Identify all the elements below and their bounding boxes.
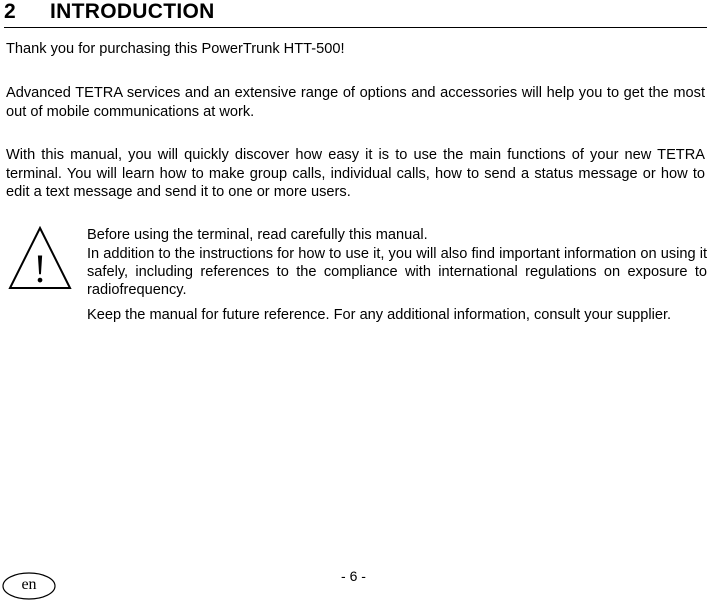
page-number: - 6 - <box>341 568 366 584</box>
language-code: en <box>21 576 37 593</box>
warning-line-3: Keep the manual for future reference. For any additional information, consult your supplier. <box>87 307 672 323</box>
warning-symbol: ! <box>33 246 47 290</box>
section-title: INTRODUCTION <box>50 0 215 23</box>
language-badge <box>2 572 56 600</box>
heading-rule <box>4 27 707 28</box>
intro-paragraph-1: Thank you for purchasing this PowerTrunk HTT-500! <box>6 41 345 57</box>
warning-line-1: Before using the terminal, read carefully this manual. <box>87 227 428 243</box>
section-heading <box>4 0 707 24</box>
section-number: 2 <box>4 0 16 23</box>
intro-paragraph-3: With this manual, you will quickly discover how easy it is to use the main functions of your new TETRA terminal. You will learn how to make group calls, individual calls, how to send a status message or how to edit a text message and send it to one or more users. <box>6 147 705 200</box>
intro-paragraph-2: Advanced TETRA services and an extensive range of options and accessories will help you to get the most out of mobile communications at work. <box>6 85 705 120</box>
warning-triangle-icon <box>8 226 72 290</box>
warning-line-2: In addition to the instructions for how to use it, you will also find important information on using it safely, including references to the compliance with international regulations on exposure to radiofrequency. <box>87 246 707 298</box>
